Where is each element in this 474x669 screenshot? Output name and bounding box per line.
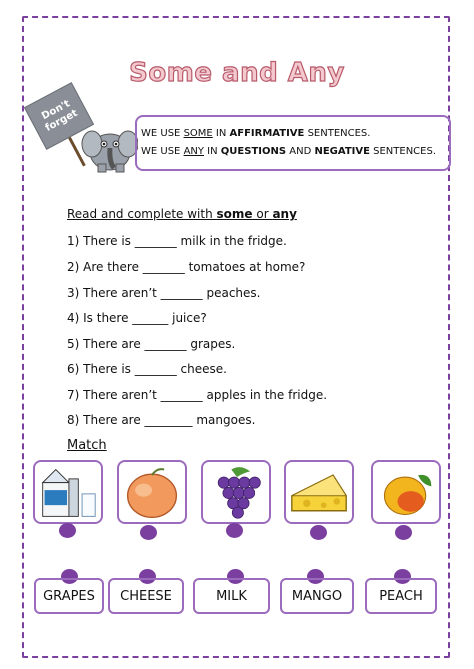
match-dot-picture-3[interactable] bbox=[226, 523, 243, 538]
rules-box bbox=[135, 115, 451, 171]
rule2-keyword: ANY bbox=[183, 146, 204, 157]
match-dot-picture-1[interactable] bbox=[59, 523, 76, 538]
match-dot-picture-4[interactable] bbox=[310, 525, 327, 540]
match-dot-picture-5[interactable] bbox=[395, 525, 412, 540]
peach-icon bbox=[119, 462, 185, 522]
question-3: 3) There aren’t _______ peaches. bbox=[67, 286, 261, 300]
rule2-text: AND bbox=[286, 146, 315, 157]
picture-card-grapes bbox=[201, 460, 271, 524]
picture-card-peach bbox=[117, 460, 187, 524]
rule2-text: IN bbox=[204, 146, 221, 157]
question-8: 8) There are ________ mangoes. bbox=[67, 413, 256, 427]
picture-card-cheese bbox=[284, 460, 354, 524]
rule1-emphasis: AFFIRMATIVE bbox=[229, 128, 305, 139]
rule2-text: WE USE bbox=[141, 146, 184, 157]
rule1-keyword: SOME bbox=[183, 128, 213, 139]
match-dot-picture-2[interactable] bbox=[140, 525, 157, 540]
instruction-some: some bbox=[216, 207, 253, 221]
question-6: 6) There is _______ cheese. bbox=[67, 362, 227, 376]
word-card-4: MANGO bbox=[280, 578, 354, 614]
instruction-any: any bbox=[272, 207, 297, 221]
picture-card-milk bbox=[33, 460, 103, 524]
rule2-text: SENTENCES. bbox=[369, 146, 437, 157]
rule1-text: IN bbox=[212, 128, 230, 139]
milk-carton-icon bbox=[35, 462, 101, 522]
sign-text: Don't forget bbox=[40, 98, 80, 134]
question-2: 2) Are there _______ tomatoes at home? bbox=[67, 260, 306, 274]
instruction-text: or bbox=[252, 207, 273, 221]
cheese-icon bbox=[286, 462, 352, 522]
word-card-2: CHEESE bbox=[108, 578, 184, 614]
rule1-text: SENTENCES. bbox=[304, 128, 371, 139]
word-card-1: GRAPES bbox=[34, 578, 104, 614]
grapes-icon bbox=[203, 462, 269, 522]
picture-card-mango bbox=[371, 460, 441, 524]
question-5: 5) There are _______ grapes. bbox=[67, 337, 236, 351]
word-card-3: MILK bbox=[193, 578, 270, 614]
elephant-icon bbox=[80, 118, 138, 174]
question-1: 1) There is _______ milk in the fridge. bbox=[67, 234, 287, 248]
rule2-emphasis: QUESTIONS bbox=[220, 146, 287, 157]
worksheet-title: Some and Any bbox=[129, 58, 345, 88]
word-card-5: PEACH bbox=[365, 578, 437, 614]
question-7: 7) There aren’t _______ apples in the fridge. bbox=[67, 388, 328, 402]
rule1-text: WE USE bbox=[141, 128, 184, 139]
mango-icon bbox=[373, 462, 439, 522]
rule-any bbox=[141, 143, 449, 161]
instruction-heading bbox=[67, 207, 297, 221]
instruction-text: Read and complete with bbox=[67, 207, 217, 221]
rule2-emphasis: NEGATIVE bbox=[314, 146, 370, 157]
match-heading: Match bbox=[67, 438, 107, 453]
question-4: 4) Is there ______ juice? bbox=[67, 311, 207, 325]
rule-some bbox=[141, 125, 449, 143]
